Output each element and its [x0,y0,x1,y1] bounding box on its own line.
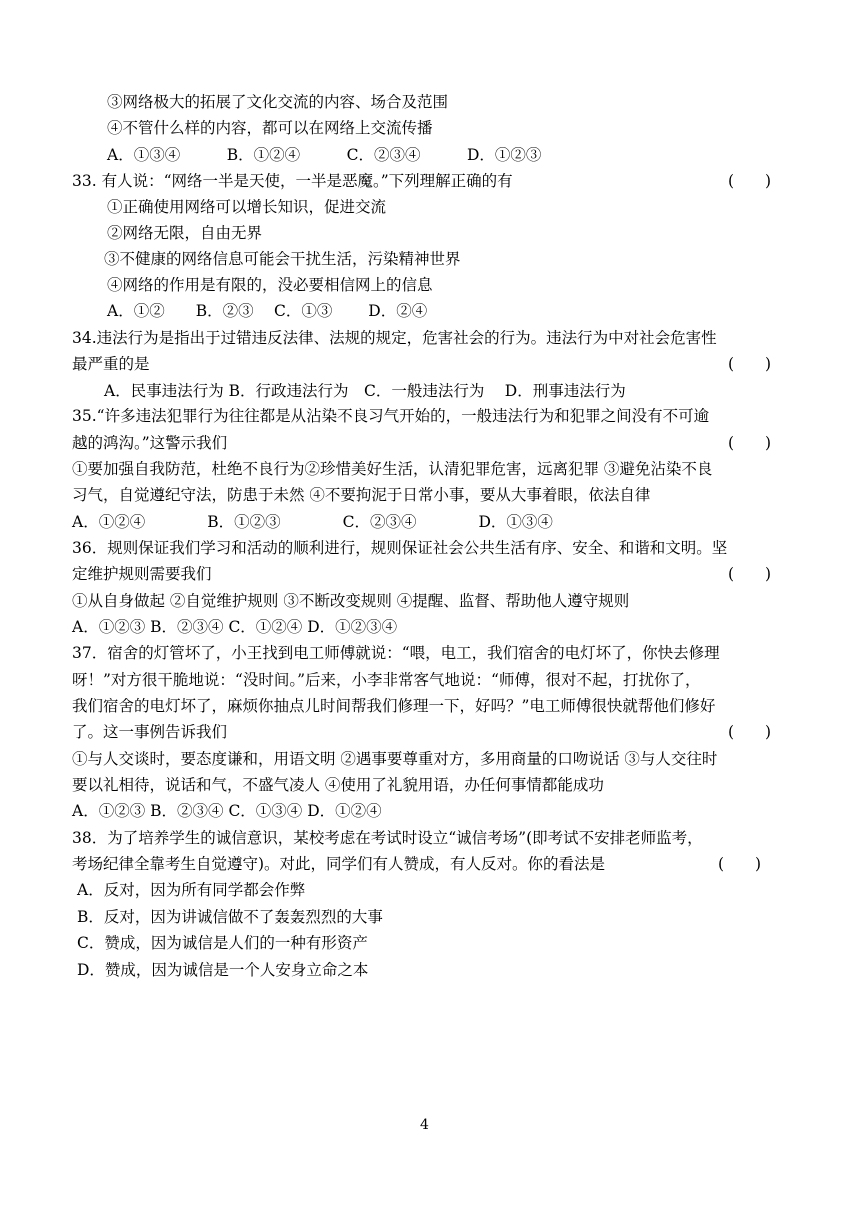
q38-answer-bracket: ( ) [718,855,762,873]
q38-choice-a: A．反对，因为所有同学都会作弊 [77,881,306,899]
q36-choices: A．①②③ B．②③④ C．①②④ D．①②③④ [72,618,398,636]
q34-stem-line1: 34.违法行为是指出于过错违反法律、法规的规定，危害社会的行为。违法行为中对社会危害性 [72,329,717,347]
q37-stem-line4: 了。这一事例告诉我们 [72,723,228,741]
q37-choices: A．①②③ B．②③④ C．①③④ D．①②④ [72,802,382,820]
q37-answer-bracket: ( ) [728,723,772,741]
q38-stem-line1: 38．为了培养学生的诚信意识，某校考虑在考试时设立“诚信考场”(即考试不安排老师监考， [72,829,703,847]
q35-options-line1: ①要加强自我防范，杜绝不良行为②珍惜美好生活，认清犯罪危害，远离犯罪 ③避免沾染不良 [72,460,713,478]
q36-stem-line2: 定维护规则需要我们 [72,565,212,583]
q33-option-3: ③不健康的网络信息可能会干扰生活，污染精神世界 [104,250,461,268]
q38-choice-b: B．反对，因为讲诚信做不了轰轰烈烈的大事 [77,908,383,926]
q33-option-2: ②网络无限，自由无界 [107,224,263,242]
q34-answer-bracket: ( ) [728,355,772,373]
q37-options-line1: ①与人交谈时，要态度谦和，用语文明 ②遇事要尊重对方，多用商量的口吻说话 ③与人交往时 [72,750,718,768]
q36-options: ①从自身做起 ②自觉维护规则 ③不断改变规则 ④提醒、监督、帮助他人遵守规则 [72,592,630,610]
q32-choices: A．①③④ B．①②④ C．②③④ D．①②③ [107,146,542,164]
q36-stem-line1: 36．规则保证我们学习和活动的顺利进行，规则保证社会公共生活有序、安全、和谐和文明。坚 [72,539,728,557]
q32-option-3: ③网络极大的拓展了文化交流的内容、场合及范围 [107,93,449,111]
q35-stem-line1: 35.“许多违法犯罪行为往往都是从沾染不良习气开始的，一般违法行为和犯罪之间没有不可逾 [72,407,710,425]
q34-stem-line2: 最严重的是 [72,355,150,373]
q32-option-4: ④不管什么样的内容，都可以在网络上交流传播 [107,119,433,137]
q37-stem-line1: 37．宿舍的灯管坏了，小王找到电工师傅就说：“喂，电工，我们宿舍的电灯坏了，你快去修理 [72,644,720,662]
q37-stem-line3: 我们宿舍的电灯坏了，麻烦你抽点儿时间帮我们修理一下，好吗？”电工师傅很快就帮他们修好 [72,697,716,715]
q37-options-line2: 要以礼相待，说话和气，不盛气凌人 ④使用了礼貌用语，办任何事情都能成功 [72,776,604,794]
q33-option-4: ④网络的作用是有限的，没必要相信网上的信息 [107,276,433,294]
q33-option-1: ①正确使用网络可以增长知识，促进交流 [107,198,387,216]
q38-choice-d: D．赞成，因为诚信是一个人安身立命之本 [77,961,369,979]
q35-options-line2: 习气，自觉遵纪守法，防患于未然 ④不要拘泥于日常小事，要从大事着眼，依法自律 [72,486,651,504]
q35-stem-line2: 越的鸿沟。”这警示我们 [72,434,228,452]
q37-stem-line2: 呀！”对方很干脆地说：“没时间。”后来，小李非常客气地说：“师傅，很对不起，打扰你了， [72,671,701,689]
q33-answer-bracket: ( ) [728,172,772,190]
page-number: 4 [420,1117,429,1133]
q33-choices: A．①② B．②③ C．①③ D．②④ [107,302,428,320]
q34-choices: A．民事违法行为 B．行政违法行为 C．一般违法行为 D．刑事违法行为 [104,382,626,400]
q35-answer-bracket: ( ) [728,434,772,452]
q38-choice-c: C．赞成，因为诚信是人们的一种有形资产 [77,934,368,952]
q33-stem: 33. 有人说：“网络一半是天使，一半是恶魔。”下列理解正确的有 [72,172,513,190]
q36-answer-bracket: ( ) [728,565,772,583]
q35-choices: A．①②④ B．①②③ C．②③④ D．①③④ [72,513,553,531]
q38-stem-line2: 考场纪律全靠考生自觉遵守)。对此，同学们有人赞成，有人反对。你的看法是 [72,855,606,873]
